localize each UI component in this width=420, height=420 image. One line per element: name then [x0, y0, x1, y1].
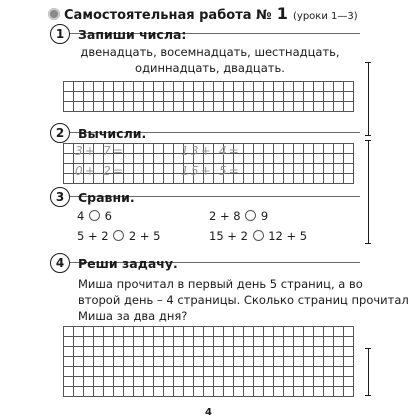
compare-4-right: 12 + 5 — [268, 229, 308, 243]
margin-bracket-cap — [365, 62, 371, 63]
task-3-title: Сравни. — [78, 190, 135, 205]
task-4-title: Реши задачу. — [78, 256, 178, 271]
compare-item-2 — [209, 209, 268, 223]
compare-item-3 — [77, 229, 161, 243]
task-4-number: 4 — [50, 253, 70, 273]
task-1-text-line-2: одиннадцать, двадцать. — [135, 61, 285, 75]
task-4-text-line-3: Миша за два дня? — [78, 309, 188, 323]
compare-circle-icon[interactable] — [89, 210, 100, 221]
task-2-title: Вычисли. — [78, 126, 147, 141]
compare-circle-icon[interactable] — [253, 230, 264, 241]
compare-item-4 — [209, 229, 307, 243]
margin-bracket-1 — [368, 62, 369, 136]
task-4-answer-grid[interactable] — [63, 326, 354, 397]
compare-3-right: 2 + 5 — [128, 229, 161, 243]
task-1-answer-grid[interactable] — [63, 81, 354, 112]
task-2-example-1: 3+ 7= — [75, 144, 126, 158]
task-1-number: 1 — [50, 24, 70, 44]
compare-circle-icon[interactable] — [245, 210, 256, 221]
work-number: 1 — [276, 4, 288, 23]
task-2-example-4: 15+ 5= — [181, 164, 242, 178]
task-4-text-line-1: Миша прочитал в первый день 5 страниц, а во — [78, 277, 363, 291]
task-2-example-3: 0+ 2= — [75, 164, 126, 178]
task-1-title: Запиши числа: — [78, 27, 187, 42]
task-1-text-line-1: двенадцать, восемнадцать, шестнадцать, — [80, 45, 340, 59]
margin-bracket-cap — [365, 140, 371, 141]
lessons-range: (уроки 1—3) — [293, 11, 358, 22]
bullet-icon — [48, 8, 60, 20]
page-header — [48, 4, 358, 22]
page-number: 4 — [205, 407, 212, 418]
compare-1-left: 4 — [77, 209, 85, 223]
compare-4-left: 15 + 2 — [209, 229, 248, 243]
task-2-example-2: 13+ 4= — [181, 144, 242, 158]
compare-3-left: 5 + 2 — [77, 229, 109, 243]
task-4-text-line-2: второй день – 4 страницы. Сколько страниц прочитал — [78, 293, 409, 307]
compare-circle-icon[interactable] — [113, 230, 124, 241]
margin-bracket-cap — [365, 395, 371, 396]
margin-bracket-cap — [365, 243, 371, 244]
compare-2-left: 2 + 8 — [209, 209, 241, 223]
compare-1-right: 6 — [104, 209, 112, 223]
margin-bracket-cap — [365, 135, 371, 136]
margin-bracket-cap — [365, 348, 371, 349]
task-2-number: 2 — [50, 123, 70, 143]
compare-2-right: 9 — [260, 209, 269, 223]
compare-item-1 — [77, 209, 112, 223]
margin-bracket-2 — [368, 140, 369, 244]
task-3-number: 3 — [50, 187, 70, 207]
page-title: Самостоятельная работа № — [64, 8, 272, 23]
margin-bracket-3 — [368, 348, 369, 396]
